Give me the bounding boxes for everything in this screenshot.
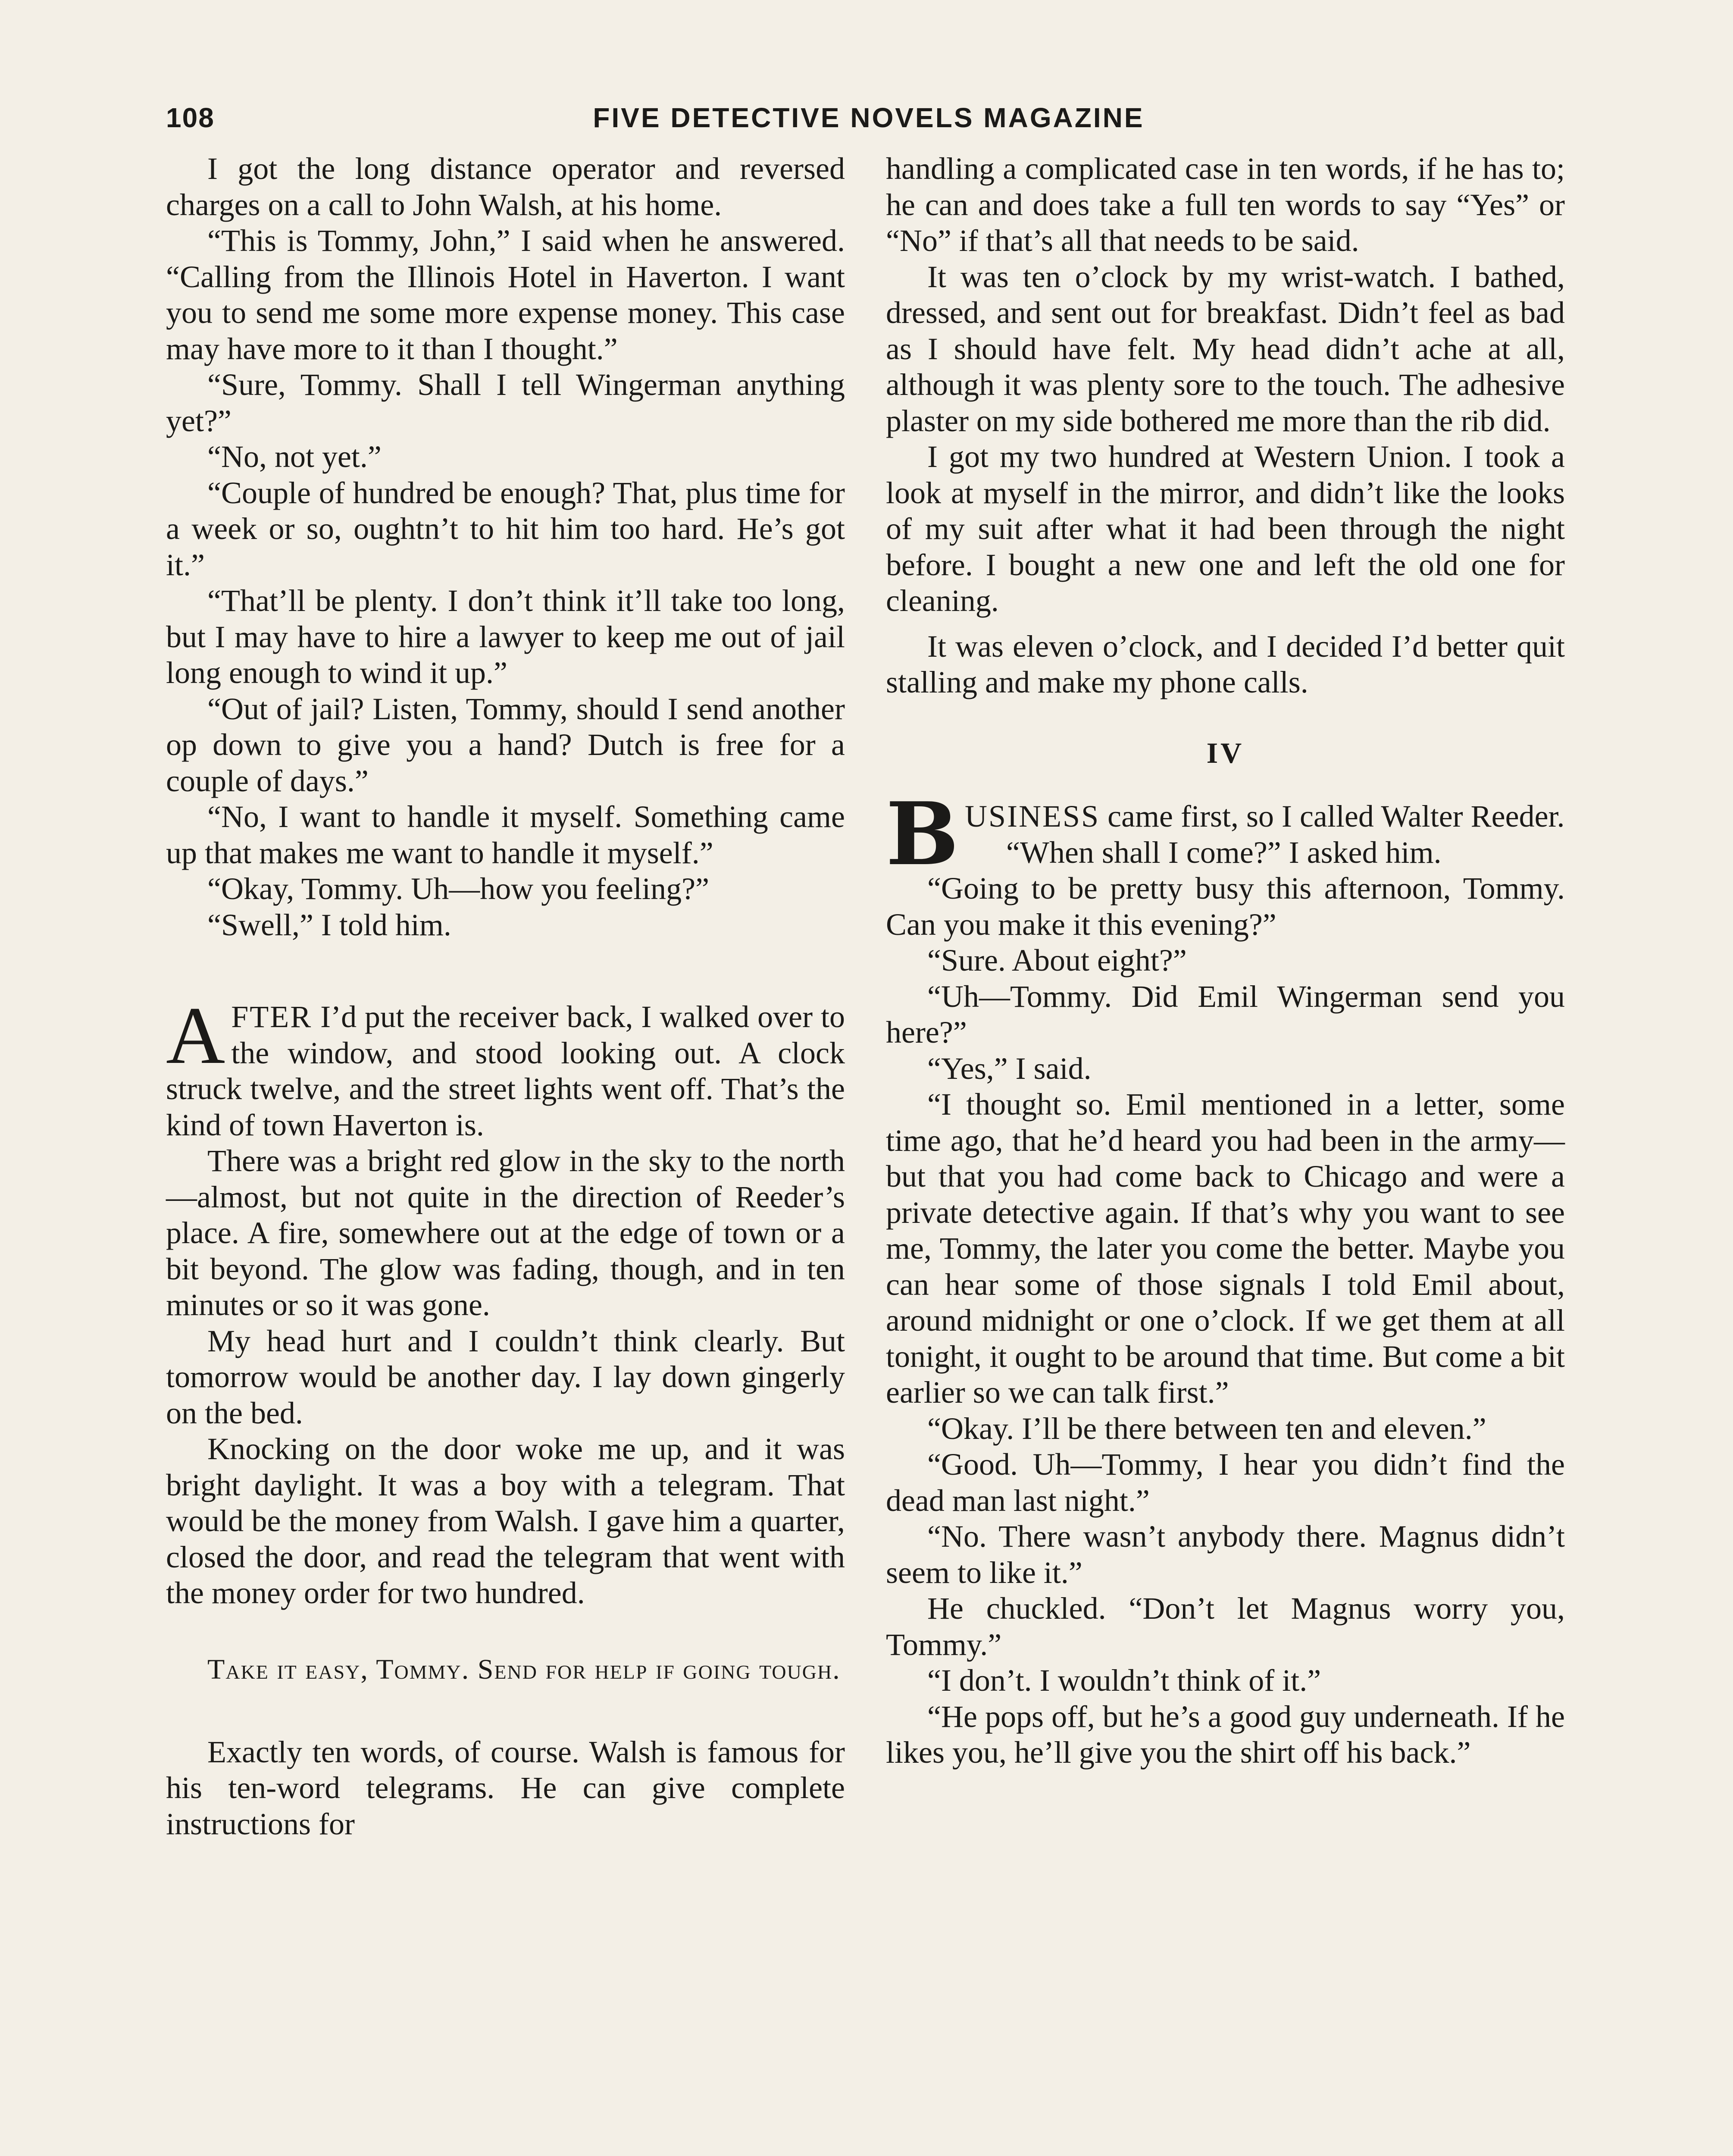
paragraph: “Sure. About eight?” — [927, 943, 1187, 978]
paragraph: “No, I want to handle it myself. Something came up that makes me want to handle it myself.” — [166, 799, 845, 870]
paragraph: “Good. Uh—Tommy, I hear you didn’t find the dead man last night.” — [886, 1447, 1565, 1518]
paragraph: It was eleven o’clock, and I decided I’d better quit stalling and make my phone calls. — [886, 629, 1565, 699]
page-header — [166, 102, 1571, 149]
paragraph: “I thought so. Emil mentioned in a letter, some time ago, that he’d heard you had been in the army—but that you had come back to Chicago and were a private detective again. If that’s why you want to see me, Tommy, the later you come the better. Maybe you can hear some of those signals I told Emil about, around midnight or one o’clock. If we get them at all tonight, it ought to be around that time. But come a bit earlier so we can talk first.” — [886, 1087, 1565, 1410]
paragraph: “This is Tommy, John,” I said when he answered. “Calling from the Illinois Hotel in Haverton. I want you to send me some more expense money. This case may have more to it than I thought.” — [166, 223, 845, 366]
left-column — [166, 151, 845, 1842]
paragraph: “Swell,” I told him. — [207, 907, 451, 942]
paragraph: “When shall I come?” I asked him. — [1006, 835, 1442, 870]
paragraph-text: I’d put the receiver back, I walked over to the window, and stood looking out. A clock struck twelve, and the street lights went off. That’s the kind of town Haverton is. — [166, 1000, 845, 1142]
paragraph: Knocking on the door woke me up, and it was bright daylight. It was a boy with a telegram. That would be the money from Walsh. I gave him a quarter, closed the door, and read the telegram that went with the money order for two hundred. — [166, 1432, 845, 1610]
paragraph: I got my two hundred at Western Union. I took a look at myself in the mirror, and didn’t like the looks of my suit after what it had been through the night before. I bought a new one and left the old one for cleaning. — [886, 439, 1565, 618]
paragraph: “I don’t. I wouldn’t think of it.” — [927, 1663, 1321, 1698]
paragraph: “Okay, Tommy. Uh—how you feeling?” — [207, 871, 710, 906]
paragraph: “Couple of hundred be enough? That, plus time for a week or so, oughtn’t to hit him too hard. He’s got it.” — [166, 475, 845, 582]
paragraph: There was a bright red glow in the sky to the north—almost, but not quite in the direction of Reeder’s place. A fire, somewhere out at the edge of town or a bit beyond. The glow was fading, though, and in ten minutes or so it was gone. — [166, 1144, 845, 1322]
running-head: FIVE DETECTIVE NOVELS MAGAZINE — [593, 102, 1145, 133]
paragraph: He chuckled. “Don’t let Magnus worry you, Tommy.” — [886, 1591, 1565, 1662]
paragraph: Exactly ten words, of course. Walsh is famous for his ten-word telegrams. He can give complete instructions for — [166, 1734, 845, 1841]
paragraph: “Okay. I’ll be there between ten and eleven.” — [927, 1411, 1486, 1446]
drop-cap: B — [886, 783, 959, 885]
section-number: IV — [1206, 736, 1245, 769]
paragraph: “Yes,” I said. — [927, 1051, 1092, 1086]
paragraph: “Going to be pretty busy this afternoon, Tommy. Can you make it this evening?” — [886, 871, 1565, 942]
paragraph: “No. There wasn’t anybody there. Magnus didn’t seem to like it.” — [886, 1519, 1565, 1590]
telegram-text: Take it easy, Tommy. Send for help if going tough. — [207, 1653, 841, 1685]
paragraph: handling a complicated case in ten words, if he has to; he can and does take a full ten words to say “Yes” or “No” if that’s all that needs to be said. — [886, 151, 1565, 258]
section-opening-paragraph — [166, 990, 845, 1143]
paragraph: “Sure, Tommy. Shall I tell Wingerman anything yet?” — [166, 367, 845, 438]
paragraph: “He pops off, but he’s a good guy underneath. If he likes you, he’ll give you the shirt off his back.” — [886, 1699, 1565, 1770]
paragraph: It was ten o’clock by my wrist-watch. I bathed, dressed, and sent out for breakfast. Didn’t feel as bad as I should have felt. My head didn’t ache at all, although it was plenty sore to the touch. The adhesive plaster on my side bothered me more than the rib did. — [886, 259, 1565, 438]
drop-cap: A — [166, 990, 225, 1081]
paragraph: My head hurt and I couldn’t think clearly. But tomorrow would be another day. I lay down gingerly on the bed. — [166, 1323, 845, 1430]
small-caps-lead: FTER — [231, 1000, 313, 1034]
paragraph-text: came first, so I called Walter Reeder. — [1100, 799, 1565, 834]
paragraph: “Uh—Tommy. Did Emil Wingerman send you here?” — [886, 979, 1565, 1050]
right-column — [886, 151, 1565, 1771]
paragraph: “Out of jail? Listen, Tommy, should I send another op down to give you a hand? Dutch is free for a couple of days.” — [166, 691, 845, 798]
small-caps-lead: USINESS — [965, 799, 1100, 834]
page-number: 108 — [166, 102, 215, 133]
paragraph: I got the long distance operator and reversed charges on a call to John Walsh, at his home. — [166, 151, 845, 222]
paragraph: “No, not yet.” — [207, 439, 382, 474]
paragraph: “That’ll be plenty. I don’t think it’ll take too long, but I may have to hire a lawyer to keep me out of jail long enough to wind it up.” — [166, 583, 845, 690]
